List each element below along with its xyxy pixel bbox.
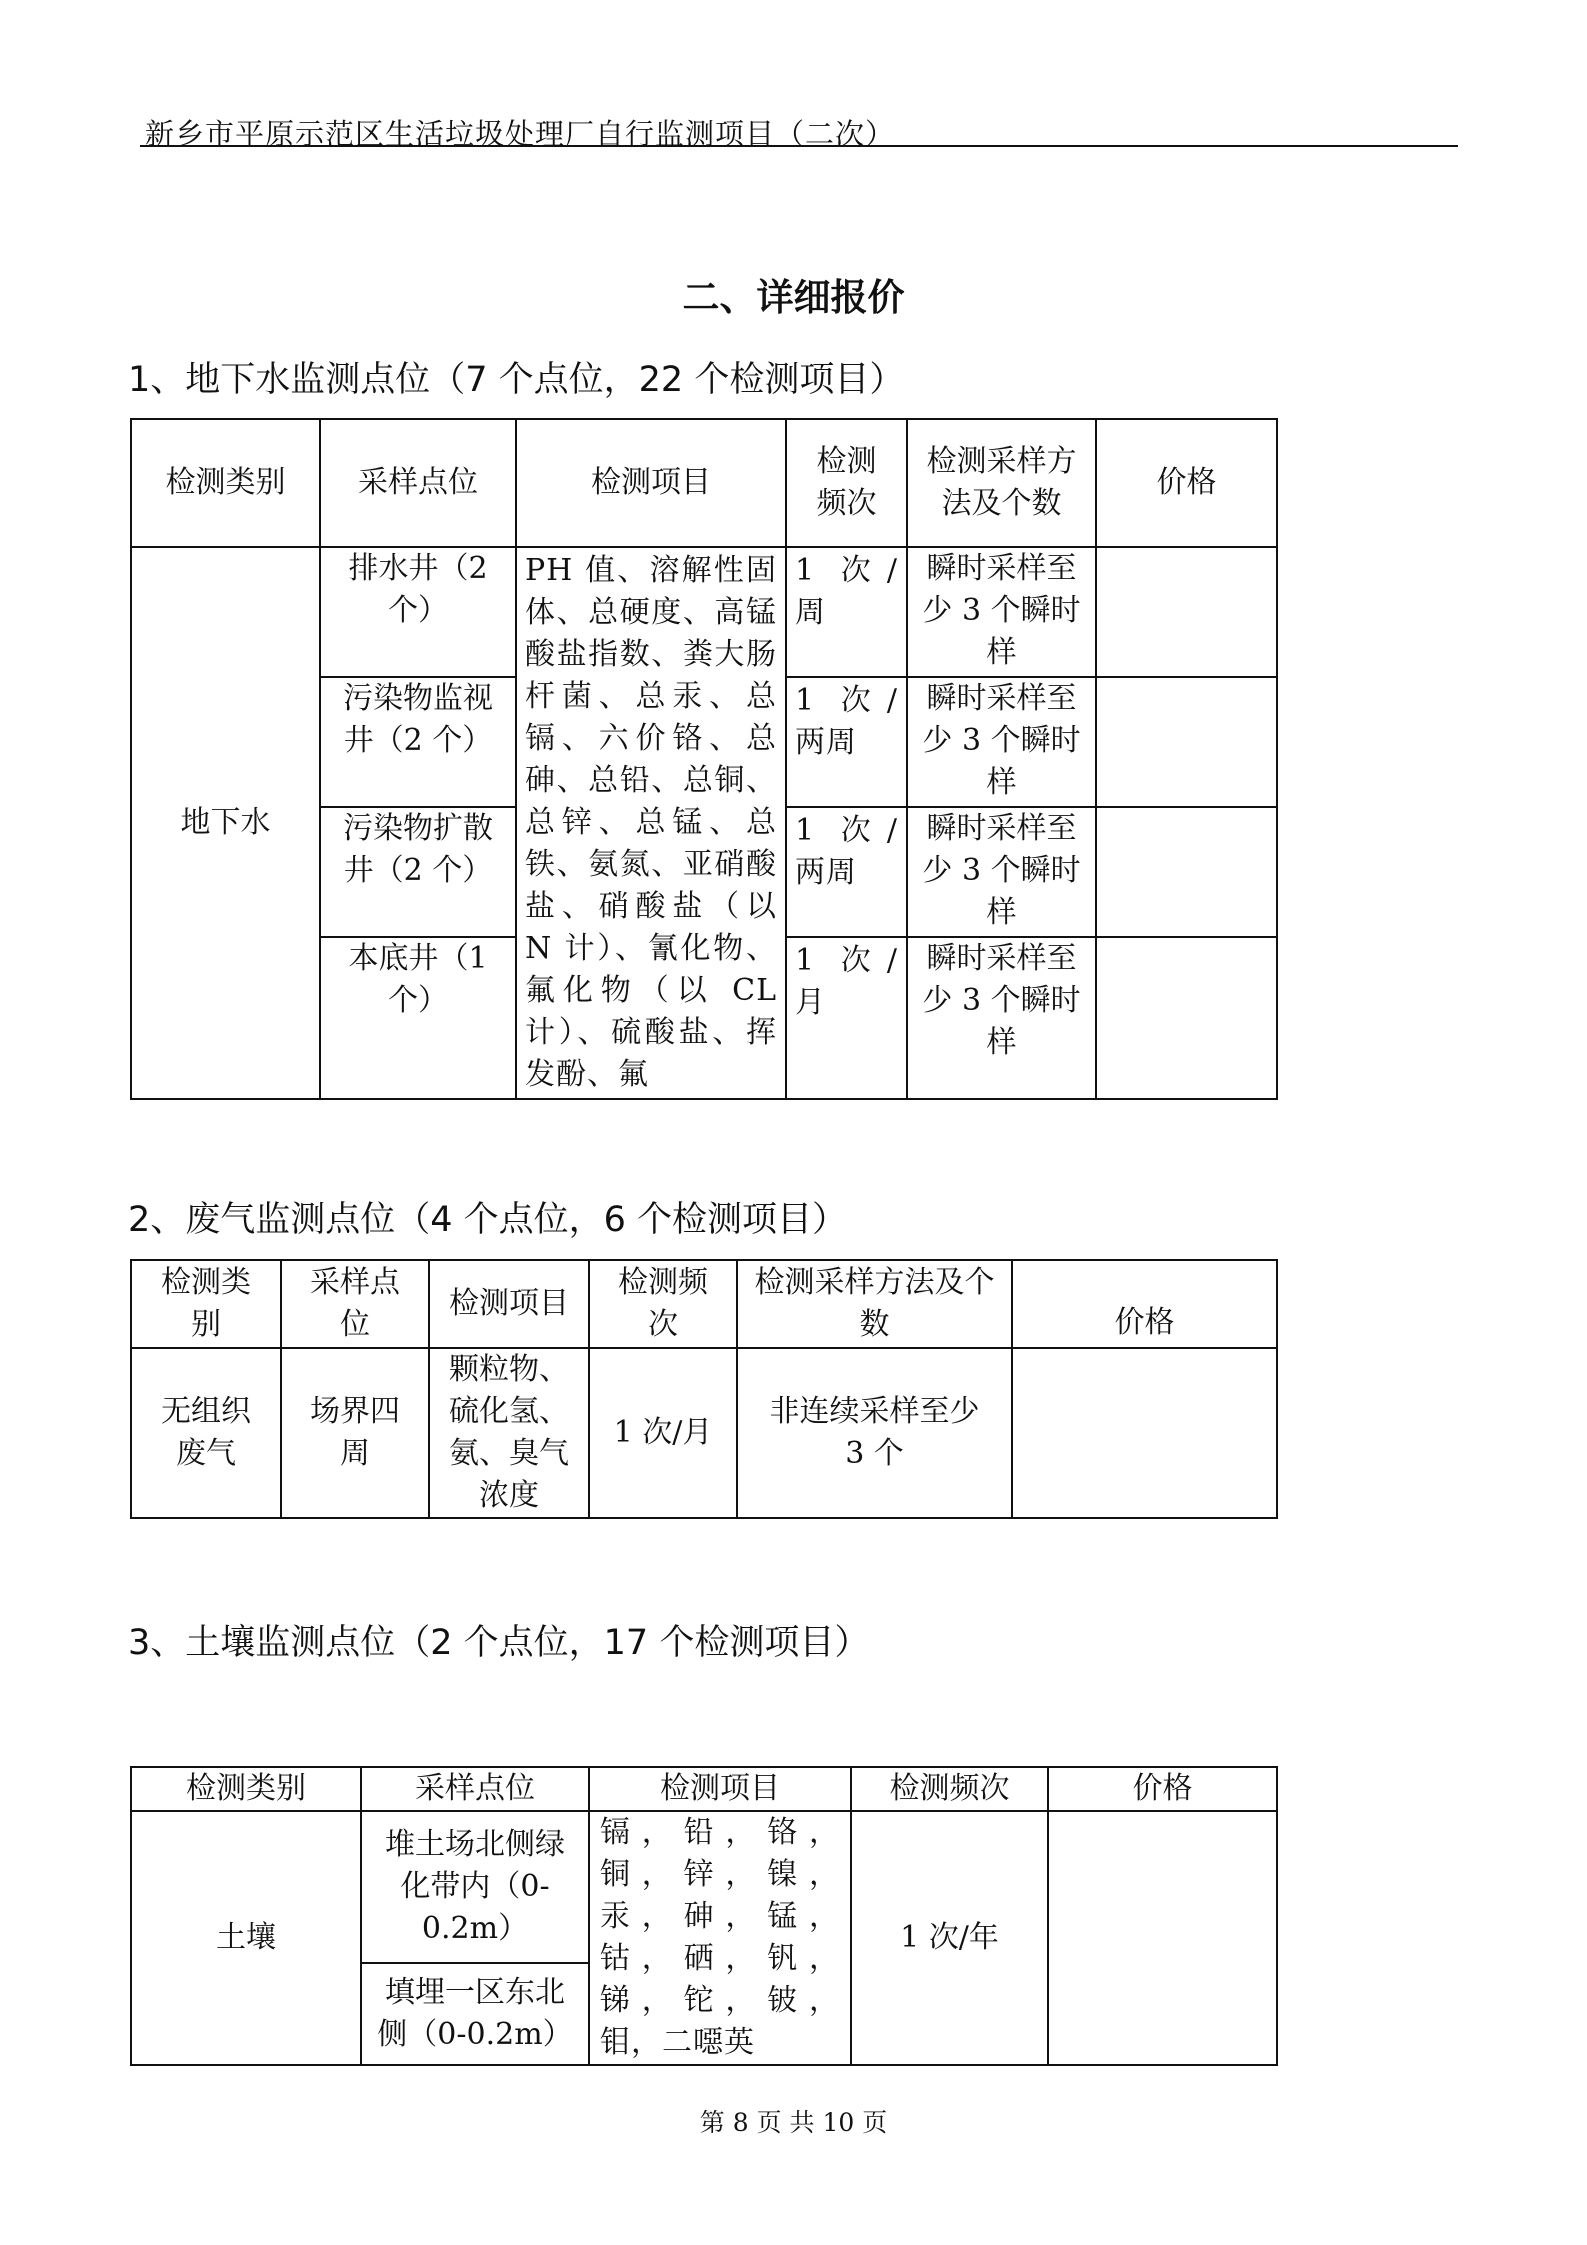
sampling-point-cell: 填埋一区东北侧（0-0.2m） [361,1963,589,2065]
header-cell: 检测类别 [131,1767,361,1811]
price-cell [1096,937,1277,1099]
sampling-point-cell: 污染物监视井（2 个） [320,677,516,807]
soil-subtitle: 3、土壤监测点位（2 个点位，17 个检测项目） [128,1623,870,1663]
price-cell [1012,1348,1277,1518]
table-header-row [131,1767,1277,1811]
header-cell: 采样点位 [320,419,516,547]
sampling-point-cell: 排水井（2 个） [320,547,516,677]
frequency-cell: 1 次/两周 [786,807,907,937]
test-items-cell: 颗粒物、硫化氢、氨、臭气浓度 [429,1348,589,1518]
soil-table [130,1766,1278,2066]
header-rule [140,145,1458,147]
header-cell: 检测频次 [851,1767,1048,1811]
method-cell: 瞬时采样至少 3 个瞬时样 [907,547,1096,677]
page-header: 新乡市平原示范区生活垃圾处理厂自行监测项目（二次） [145,117,896,151]
header-cell: 检测频次 [589,1260,737,1348]
groundwater-table [130,418,1278,1100]
frequency-cell: 1 次/月 [589,1348,737,1518]
method-cell: 瞬时采样至少 3 个瞬时样 [907,937,1096,1099]
price-cell [1096,677,1277,807]
groundwater-subtitle: 1、地下水监测点位（7 个点位，22 个检测项目） [128,360,905,400]
frequency-cell: 1 次/年 [851,1811,1048,2065]
price-cell [1096,547,1277,677]
air-subtitle: 2、废气监测点位（4 个点位，6 个检测项目） [128,1200,848,1240]
method-cell: 瞬时采样至少 3 个瞬时样 [907,677,1096,807]
sampling-point-cell: 本底井（1 个） [320,937,516,1099]
header-cell: 价格 [1048,1767,1277,1811]
header-cell: 价格 [1012,1260,1277,1348]
header-cell: 检测采样方法及个数 [907,419,1096,547]
method-cell: 瞬时采样至少 3 个瞬时样 [907,807,1096,937]
sampling-point-cell: 堆土场北侧绿化带内（0-0.2m） [361,1811,589,1963]
frequency-cell: 1 次/月 [786,937,907,1099]
table-row [131,547,1277,677]
test-items-cell: PH 值、溶解性固体、总硬度、高锰酸盐指数、粪大肠杆菌、总汞、总镉、六价铬、总砷、总铅、总铜、总锌、总锰、总铁、氨氮、亚硝酸盐、硝酸盐（以 N 计）、氰化物、氟化物（以 CL 计）、硫酸盐、挥发酚、氟 [516,547,786,1099]
table-row [131,1811,1277,1963]
header-cell: 价格 [1096,419,1277,547]
page-footer: 第 8 页 共 10 页 [699,2108,888,2137]
price-cell [1048,1811,1277,2065]
price-cell [1096,807,1277,937]
header-cell: 检测项目 [429,1260,589,1348]
header-cell: 检测频次 [786,419,907,547]
category-cell: 土壤 [131,1811,361,2065]
sampling-point-cell: 污染物扩散井（2 个） [320,807,516,937]
frequency-cell: 1 次/周 [786,547,907,677]
header-cell: 采样点位 [281,1260,429,1348]
header-cell: 检测项目 [589,1767,851,1811]
test-items-cell: 镉，铅，铬，铜，锌，镍，汞，砷，锰，钴，硒，钒，锑，铊，铍，钼，二噁英 [589,1811,851,2065]
table-row [131,1348,1277,1518]
frequency-cell: 1 次/两周 [786,677,907,807]
header-cell: 检测项目 [516,419,786,547]
category-cell: 地下水 [131,547,320,1099]
header-cell: 采样点位 [361,1767,589,1811]
table-header-row [131,1260,1277,1348]
table-header-row [131,419,1277,547]
sampling-point-cell: 场界四周 [281,1348,429,1518]
header-cell: 检测采样方法及个数 [737,1260,1012,1348]
header-cell: 检测类别 [131,1260,281,1348]
method-cell: 非连续采样至少 3 个 [737,1348,1012,1518]
header-cell: 检测类别 [131,419,320,547]
section-title: 二、详细报价 [682,276,905,319]
category-cell: 无组织废气 [131,1348,281,1518]
air-table [130,1259,1278,1519]
